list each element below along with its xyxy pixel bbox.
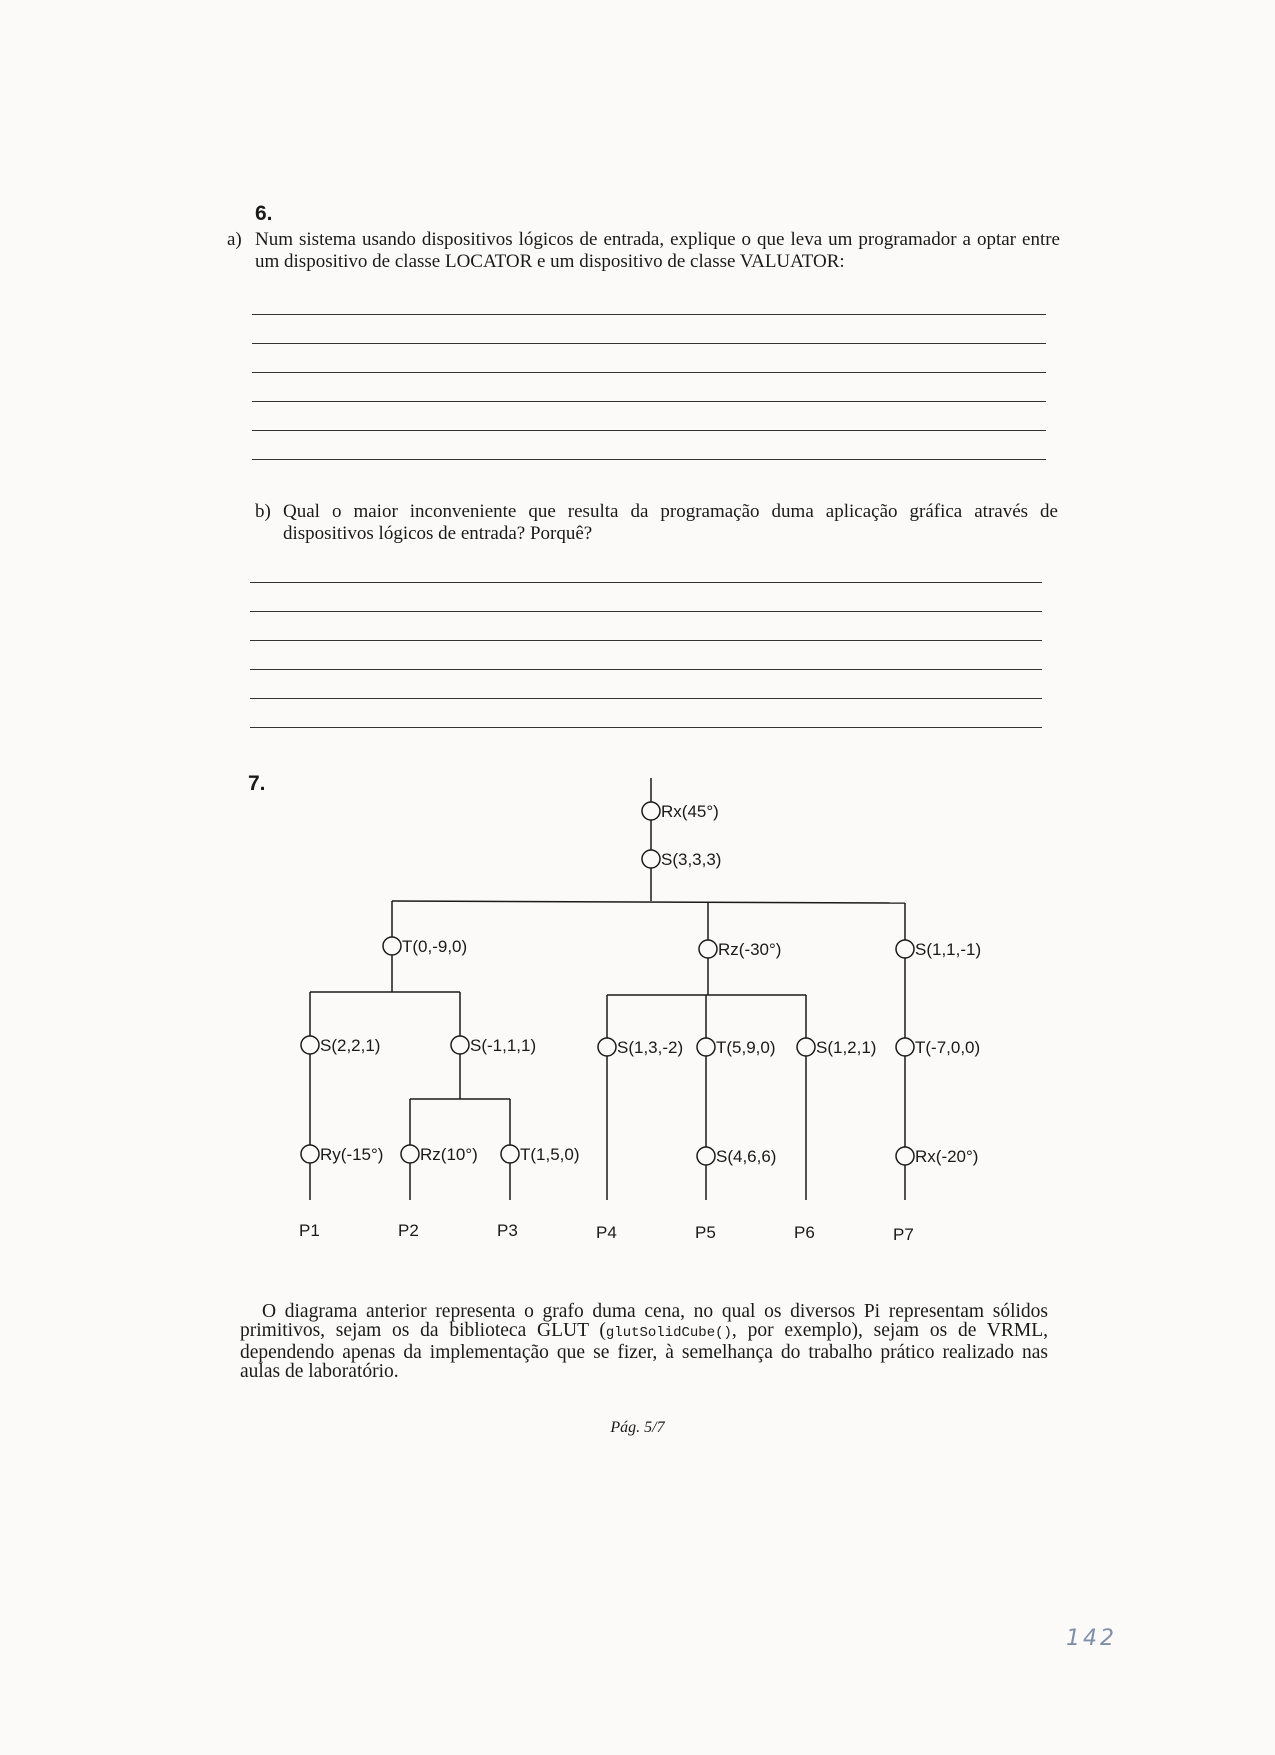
question-7-paragraph	[240, 1302, 1048, 1381]
label-t150: T(1,5,0)	[520, 1145, 580, 1164]
primitive-labels	[299, 1221, 914, 1244]
node-s-111	[451, 1036, 469, 1054]
node-rx45	[642, 802, 660, 820]
node-t0-9-0	[383, 937, 401, 955]
node-t590	[697, 1038, 715, 1056]
question-6b-text: Qual o maior inconveniente que resulta da programação duma aplicação gráfica através de dispositivos lógicos de entrada? Porquê?	[283, 501, 1058, 544]
node-t-700	[896, 1038, 914, 1056]
primitive-p5: P5	[695, 1223, 716, 1242]
node-s11-1	[896, 940, 914, 958]
label-ry-15: Ry(-15°)	[320, 1145, 384, 1164]
label-t-700: T(-7,0,0)	[915, 1038, 981, 1057]
page-footer: Pág. 5/7	[610, 1419, 665, 1436]
primitive-p6: P6	[794, 1223, 815, 1242]
primitive-p2: P2	[398, 1221, 419, 1240]
primitive-p1: P1	[299, 1221, 320, 1240]
node-ry-15	[301, 1145, 319, 1163]
primitive-p7: P7	[893, 1225, 914, 1244]
node-t150	[501, 1145, 519, 1163]
node-rz-30	[699, 940, 717, 958]
label-rx-20: Rx(-20°)	[915, 1147, 979, 1166]
question-6a-label: a)	[227, 229, 242, 250]
label-s-111: S(-1,1,1)	[470, 1036, 537, 1055]
primitive-p3: P3	[497, 1221, 518, 1240]
question-7-number: 7.	[248, 772, 266, 795]
label-t0-9-0: T(0,-9,0)	[402, 937, 468, 956]
para-text-after: , por exemplo), sejam os de VRML, dependendo apenas da implementação que se fizer, à semelhança do trabalho prático realizado nas aulas de laboratório.	[240, 1320, 1048, 1382]
handwritten-page-number: 142	[1066, 1626, 1117, 1651]
node-rx-20	[896, 1147, 914, 1165]
question-6a-text: Num sistema usando dispositivos lógicos de entrada, explique o que leva um programador a optar entre um dispositivo de classe LOCATOR e um dispositivo de classe VALUATOR:	[255, 229, 1060, 272]
node-s121	[797, 1038, 815, 1056]
para-text-before: O diagrama anterior representa o grafo duma cena, no qual os diversos Pi representam sólidos primitivos, sejam os da biblioteca GLUT (	[240, 1301, 1048, 1341]
label-s221: S(2,2,1)	[320, 1036, 381, 1055]
question-6b-label: b)	[255, 501, 271, 522]
label-t590: T(5,9,0)	[716, 1038, 776, 1057]
label-s333: S(3,3,3)	[661, 850, 722, 869]
label-rx45: Rx(45°)	[661, 802, 719, 821]
label-s11-1: S(1,1,-1)	[915, 940, 982, 959]
label-rz10: Rz(10°)	[420, 1145, 478, 1164]
para-code: glutSolidCube()	[605, 1325, 732, 1341]
node-s333	[642, 850, 660, 868]
primitive-p4: P4	[596, 1223, 617, 1242]
node-s466	[697, 1147, 715, 1165]
label-s466: S(4,6,6)	[716, 1147, 777, 1166]
scene-graph-edges	[310, 778, 905, 1200]
label-rz-30: Rz(-30°)	[718, 940, 782, 959]
node-rz10	[401, 1145, 419, 1163]
node-s13-2	[598, 1038, 616, 1056]
node-s221	[301, 1036, 319, 1054]
label-s13-2: S(1,3,-2)	[617, 1038, 684, 1057]
label-s121: S(1,2,1)	[816, 1038, 877, 1057]
question-6-number: 6.	[255, 202, 273, 225]
